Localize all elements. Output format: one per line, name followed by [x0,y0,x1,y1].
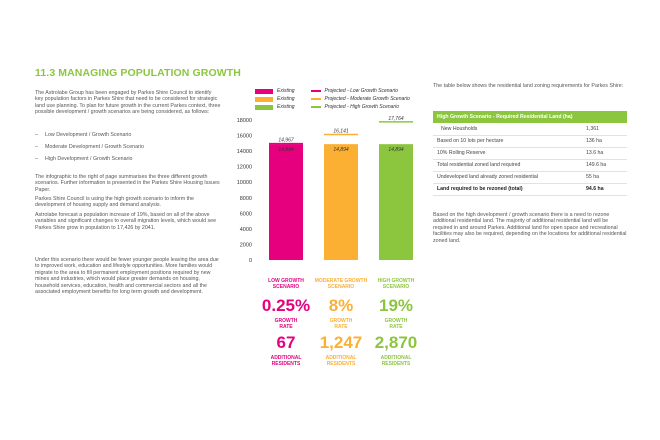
projected-value-label: 17,764 [388,115,404,122]
growth-rate-label: GROWTH [329,318,353,324]
bullet-low-text: Low Development / Growth Scenario [45,132,132,138]
existing-bar [269,144,303,260]
bullet-moderate-text: Moderate Development / Growth Scenario [45,144,144,150]
y-tick-label: 18000 [236,118,252,124]
scenario-category-suffix: SCENARIO [272,284,300,290]
growth-rate-label-suffix: RATE [334,324,348,330]
existing-bar [324,144,358,260]
projected-value-label: 16,141 [333,128,349,135]
additional-residents-label-suffix: RESIDENTS [271,361,301,367]
scenario-category: MODERATE GROWTH [314,278,368,284]
row-value: 55 ha [582,171,627,183]
bullet-low: – Low Development / Growth Scenario [35,132,132,138]
table-row [433,123,627,135]
row-label: New Housholds [433,123,582,135]
row-label: Undeveloped land already zoned residential [433,171,582,183]
y-tick-label: 12000 [236,164,252,171]
legend-line-moderate [311,98,321,100]
y-tick-label: 10000 [236,180,252,187]
legend-moderate [255,96,410,102]
y-tick-label: 0 [248,258,252,264]
row-label: Total residential zoned land required [433,159,582,171]
row-value: 136 ha [582,135,627,147]
row-value: 94.6 ha [582,183,627,195]
legend-line-high [311,106,321,108]
y-tick-label: 2000 [239,242,252,249]
scenario-paragraph: Under this scenario there would be fewer younger people leaving the area due to improved work, education and lifestyle opportunities. More families would migrate to the area to fill permanent employment positions required by new mines and industries, which would place greater demands on housing, household services, education, health and commercial sectors and all the associated employment benefits for long term growth and development. [35,257,219,296]
additional-residents-value: 1,247 [319,333,363,352]
intro-paragraph: The Astrolabe Group has been engaged by Parkes Shire Council to identify key population factors in Parkes Shire that need to be considered for strategic land use planning. To plan for future growth in the current Parkes context, three possible development / growth scenarios are being considered, as follows: [35,90,221,116]
legend-line-low [311,90,321,92]
existing-value-label: 14,894 [278,147,294,154]
table-row [433,147,627,159]
additional-residents-label: ADDITIONAL [380,355,412,361]
existing-value-label: 14,894 [388,147,404,154]
legend-existing-low: Existing [277,88,295,94]
row-value: 13.6 ha [582,147,627,159]
scenario-category-suffix: SCENARIO [327,284,355,290]
table-row [433,159,627,171]
council-paragraph: Parkes Shire Council is using the high growth scenario to inform the development of housing supply and demand analysis. [35,196,194,209]
bullet-high: – High Development / Growth Scenario [35,156,133,162]
legend-projected-low: Projected - Low Growth Scenario [324,88,398,94]
y-tick-label: 8000 [239,195,252,202]
row-label: Based on 10 lots per hectare [433,135,582,147]
projected-value-label: 14,967 [278,137,294,144]
infographic-paragraph: The infographic to the right of page summarises the three different growth scenarios. Further information is presented in the Parkes Shire Housing Issues Paper. [35,174,220,193]
scenario-category: HIGH GROWTH [377,278,415,284]
additional-residents-value: 2,870 [374,333,418,352]
population-bar-chart [228,110,428,270]
section-heading: 11.3 MANAGING POPULATION GROWTH [35,67,241,79]
row-label: 10% Rolling Reserve [433,147,582,159]
legend-swatch-moderate [255,97,273,102]
bullet-high-text: High Development / Growth Scenario [45,156,133,162]
y-tick-label: 4000 [239,226,252,233]
growth-rate-value: 0.25% [261,296,311,315]
growth-rate-label: GROWTH [384,318,408,324]
table-row [433,171,627,183]
table-header: High Growth Scenario - Required Residential Land (ha) [433,111,627,123]
row-label: Land required to be rezoned (total) [433,183,582,195]
y-tick-label: 16000 [236,133,252,140]
y-tick-label: 6000 [239,211,252,218]
legend-swatch-low [255,89,273,94]
legend-projected-high: Projected - High Growth Scenario [324,104,399,110]
existing-value-label: 14,894 [333,147,349,154]
growth-rate-label-suffix: RATE [279,324,293,330]
scenario-category: LOW GROWTH [268,278,304,284]
land-requirements-table [433,111,627,196]
y-tick-label: 14000 [236,149,252,156]
scenario-category-suffix: SCENARIO [382,284,410,290]
growth-rate-label: GROWTH [274,318,298,324]
rezoning-paragraph: Based on the high development / growth scenario there is a need to rezone additional residential land. The majority of additional residential land will be required in and around Parkes. Additional land for open space and recreational facilities may also be required, depending on the locations for additional residential zoned land. [433,212,627,244]
legend-swatch-high [255,105,273,110]
legend-low [255,88,398,94]
table-row [433,135,627,147]
row-value: 1,361 [582,123,627,135]
table-intro: The table below shows the residential land zoning requirements for Parkes Shire: [433,83,624,89]
additional-residents-value: 67 [276,333,296,352]
growth-rate-value: 8% [328,296,354,315]
legend-projected-moderate: Projected - Moderate Growth Scenario [324,96,410,102]
additional-residents-label: ADDITIONAL [270,355,302,361]
growth-rate-label-suffix: RATE [389,324,403,330]
legend-existing-moderate: Existing [277,96,295,102]
table-row-total [433,183,627,195]
additional-residents-label: ADDITIONAL [325,355,357,361]
legend-existing-high: Existing [277,104,295,110]
row-value: 149.6 ha [582,159,627,171]
forecast-paragraph: Astrolabe forecast a population increase of 19%, based on all of the above variables and significant changes to overall migration levels, which would see Parkes Shire grow in population to 17,426 by 2041. [35,212,217,231]
existing-bar [379,144,413,260]
bullet-moderate: – Moderate Development / Growth Scenario [35,144,144,150]
growth-rate-value: 19% [378,296,414,315]
additional-residents-label-suffix: RESIDENTS [381,361,411,367]
additional-residents-label-suffix: RESIDENTS [326,361,356,367]
